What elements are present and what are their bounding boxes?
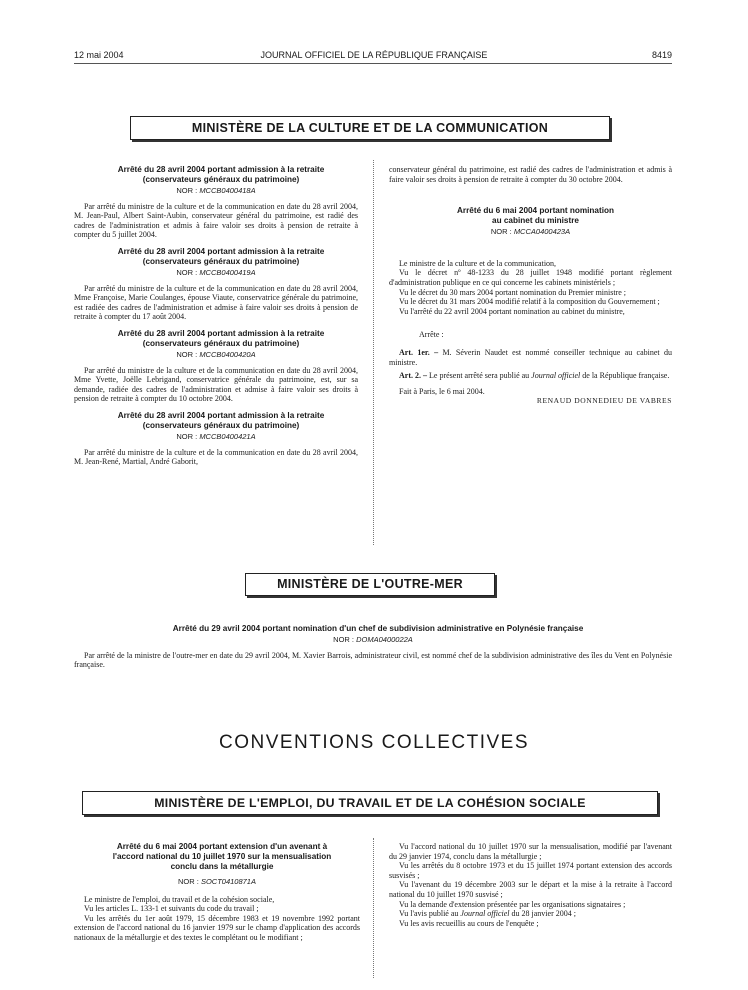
arrete-title: conclu dans la métallurgie [170,862,274,871]
emploi-right-column [389,842,672,928]
outre-mer-block [74,624,672,670]
header-date: 12 mai 2004 [74,50,124,60]
header-rule [74,63,672,64]
visa: Vu les arrêtés du 1er août 1979, 15 décembre 1983 et 19 novembre 1992 portant extension de l'accord national du 16 janvier 1979 sur le champ d'application des accords nationaux de la métallurgie et des textes le complétant ou le modifiant ; [74,913,360,942]
visa: Vu l'avenant du 19 décembre 2003 sur le départ et la mise à la retraite à l'accord national du 10 juillet 1970 susvisé ; [389,880,672,899]
arrete-title: Arrêté du 6 mai 2004 portant extension d'un avenant à [116,842,328,851]
arrete-title: l'accord national du 10 juillet 1970 sur la mensualisation [112,852,332,861]
section-title-emploi: MINISTÈRE DE L'EMPLOI, DU TRAVAIL ET DE LA COHÉSION SOCIALE [82,791,658,815]
arrete-title: Arrêté du 28 avril 2004 portant admission à la retraite [117,246,325,256]
visa: Vu les avis recueillis au cours de l'enquête ; [399,918,539,928]
header-page-number: 8419 [651,50,672,60]
arrete-subtitle: (conservateurs généraux du patrimoine) [142,420,300,430]
nor-reference: NOR : MCCB0400421A [176,431,256,441]
arrete-subtitle: (conservateurs généraux du patrimoine) [142,338,300,348]
nor-reference: NOR : MCCB0400419A [176,267,256,277]
visa: Vu la demande d'extension présentée par les organisations signataires ; [399,899,626,909]
fait-a-paris: Fait à Paris, le 6 mai 2004. [399,386,485,396]
visa: Vu l'arrêté du 22 avril 2004 portant nomination au cabinet du ministre, [399,306,625,316]
visa: Vu le décret nº 48-1233 du 28 juillet 1948 modifié portant règlement d'administration publique en ce qui concerne les cabinets ministériels ; [389,268,672,287]
conventions-collectives-heading: CONVENTIONS COLLECTIVES [218,732,530,753]
culture-left-column [74,165,358,467]
arrete-block-cabinet [389,206,672,406]
nor-reference: NOR : MCCB0400418A [176,186,256,195]
arrete-block [74,411,358,467]
nor-reference: NOR : SOCT0410871A [178,877,256,886]
preamble-minister: Le ministre de la culture et de la communication, [399,258,557,268]
visa: Vu l'accord national du 10 juillet 1970 sur la mensualisation, modifié par l'avenant du 29 janvier 1974, conclu dans la métallurgie ; [389,842,672,861]
arrete-body: Par arrêté du ministre de la culture et de la communication en date du 28 avril 2004, Mme Yvette, Joëlle Lebrigand, conservatrice générale du patrimoine, est, sur sa demande, radiée des cadres de l'administration et admise à faire valoir ses droits à pension de retraite à compter du 10 octobre 2004. [74,365,358,404]
arrete-block [74,165,358,240]
nor-reference: NOR : DOMA0400022A [333,635,413,644]
arrete-title: Arrêté du 28 avril 2004 portant admission à la retraite [117,165,325,174]
visa: Vu l'avis publié au Journal officiel du 28 janvier 2004 ; [399,909,576,919]
arrete-title: Arrêté du 6 mai 2004 portant nomination [457,206,614,216]
emploi-left-column [74,842,360,943]
column-separator [373,838,374,978]
header-journal-title: JOURNAL OFFICIEL DE LA RÉPUBLIQUE FRANÇAISE [260,50,488,60]
section-title-outre-mer: MINISTÈRE DE L'OUTRE-MER [245,573,495,596]
arrete-body: Par arrêté du ministre de la culture et de la communication en date du 28 avril 2004, M. Jean-René, Martial, André Gaborit, [74,447,358,467]
arrete-body: Par arrêté du ministre de la culture et de la communication en date du 28 avril 2004, M. Jean-Paul, Albert Saint-Aubin, conservateur général du patrimoine, est radié des cadres de l'administration et admis à faire valoir ses droits à pension de retraite à compter du 5 juillet 2004. [74,201,358,240]
section-title-culture: MINISTÈRE DE LA CULTURE ET DE LA COMMUNICATION [130,116,610,140]
article-1: Art. 1er. – M. Séverin Naudet est nommé conseiller technique au cabinet du ministre. [389,347,673,367]
arrete-body: Par arrêté de la ministre de l'outre-mer en date du 29 avril 2004, M. Xavier Barrois, administrateur civil, est nommé chef de la subdivision administrative des îles du Vent en Polynésie française. [74,650,672,670]
article-2: Art. 2. – Le présent arrêté sera publié au Journal officiel de la République française. [399,371,670,381]
preamble-minister: Le ministre de l'emploi, du travail et de la cohésion sociale, [84,894,275,904]
arrete-subtitle: (conservateurs généraux du patrimoine) [142,256,300,266]
arrete-title: Arrêté du 29 avril 2004 portant nomination d'un chef de subdivision administrative en Polynésie française [172,624,584,633]
visa: Vu le décret du 31 mars 2004 modifié relatif à la composition du Gouvernement ; [399,297,660,307]
signature: RENAUD DONNEDIEU DE VABRES [536,396,672,406]
arrete-block [74,247,358,322]
arrete-title: Arrêté du 28 avril 2004 portant admission à la retraite [117,410,325,420]
arrete-subtitle: (conservateurs généraux du patrimoine) [142,175,300,184]
visa: Vu les arrêtés du 8 octobre 1973 et du 15 juillet 1974 portant extension des accords susvisés ; [389,861,672,880]
column-separator [373,160,374,545]
arrete-subtitle: au cabinet du ministre [492,216,579,226]
visa: Vu les articles L. 133-1 et suivants du code du travail ; [84,904,259,914]
arrete-block [74,329,358,404]
nor-reference: NOR : MCCA0400423A [490,227,571,237]
visa: Vu le décret du 30 mars 2004 portant nomination du Premier ministre ; [399,287,627,297]
culture-right-column [389,165,672,406]
arrete-keyword: Arrête : [419,330,444,340]
nor-reference: NOR : MCCB0400420A [176,349,256,359]
arrete-body: Par arrêté du ministre de la culture et de la communication en date du 28 avril 2004, Mme Françoise, Marie Coulanges, épouse Viaute, conservatrice générale du patrimoine, est radiée des cadres de l'administration et admise à faire valoir ses droits à pension de retraite à compter du 17 août 2004. [74,283,358,322]
arrete-title: Arrêté du 28 avril 2004 portant admission à la retraite [117,328,325,338]
continued-text: conservateur général du patrimoine, est radié des cadres de l'administration et admis à faire valoir ses droits à pension de retraite à compter du 30 octobre 2004. [389,165,672,184]
